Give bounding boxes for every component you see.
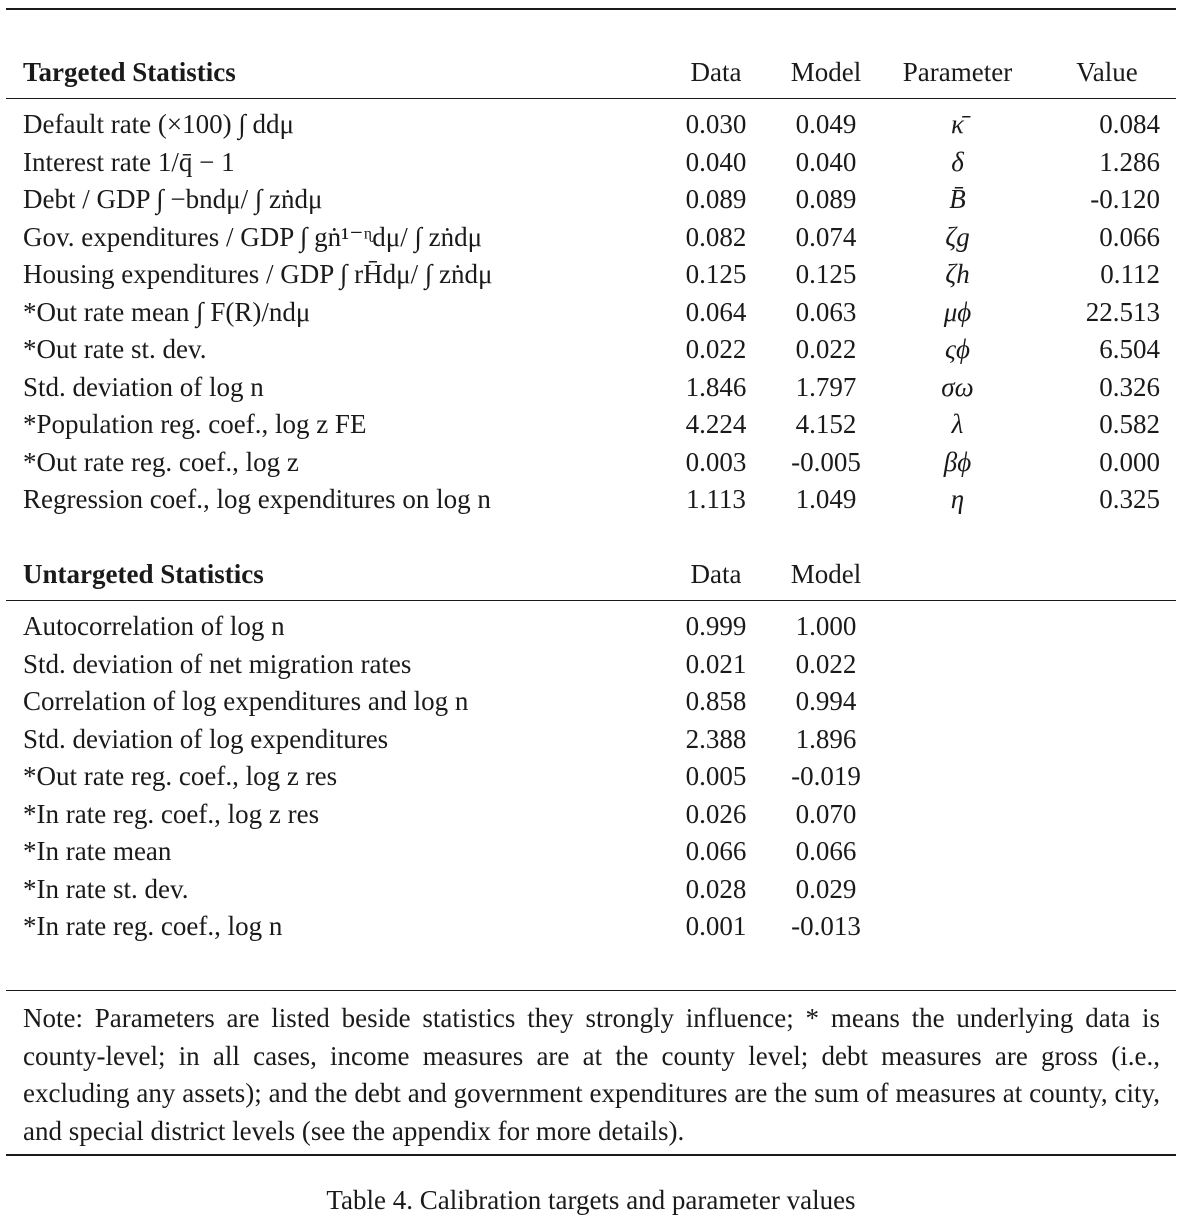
table-row (0, 721, 1200, 757)
data-value: 4.224 (685, 409, 747, 439)
model-value: 1.000 (795, 611, 857, 641)
untargeted-header-data: Data (690, 559, 742, 589)
stat-label: *Out rate reg. coef., log z res (23, 761, 338, 791)
data-value: 0.022 (685, 334, 747, 364)
parameter-symbol: ζg (945, 221, 970, 252)
model-value: -0.019 (791, 761, 861, 791)
data-value: 0.125 (685, 259, 747, 289)
table-row (0, 406, 1200, 442)
table-row (0, 833, 1200, 869)
model-value: 0.070 (795, 798, 857, 829)
table-row (0, 796, 1200, 832)
stat-label: *In rate reg. coef., log n (23, 911, 283, 941)
table-row (0, 444, 1200, 480)
model-value: 0.125 (795, 259, 857, 289)
stat-label: Correlation of log expenditures and log n (23, 686, 469, 716)
parameter-value: 0.084 (1099, 109, 1160, 139)
table-row (0, 758, 1200, 794)
model-value: 0.063 (795, 296, 857, 327)
bottom-rule (6, 1154, 1176, 1156)
data-value: 0.030 (685, 109, 747, 139)
data-value: 0.026 (685, 798, 747, 829)
model-value: 0.994 (795, 686, 857, 716)
model-value: 0.089 (795, 184, 857, 214)
parameter-value: 0.112 (1100, 259, 1160, 289)
table-row (0, 481, 1200, 517)
stat-label: Autocorrelation of log n (23, 611, 285, 641)
data-value: 1.846 (685, 371, 747, 402)
data-value: 0.028 (685, 873, 747, 904)
parameter-value: 0.325 (1099, 484, 1160, 514)
table-row (0, 106, 1200, 142)
stat-label: Debt / GDP ∫ −bndμ/ ∫ zṅdμ (23, 184, 323, 214)
note-top-rule (6, 990, 1176, 991)
data-value: 0.005 (685, 761, 747, 791)
data-value: 0.003 (685, 446, 747, 477)
targeted-header-model: Model (790, 57, 862, 87)
model-value: 0.074 (795, 221, 857, 252)
untargeted-header-row (0, 556, 1200, 592)
parameter-symbol: B̄ (949, 184, 966, 214)
table-row (0, 908, 1200, 944)
parameter-value: 0.066 (1099, 221, 1160, 252)
model-value: 0.022 (795, 648, 857, 679)
parameter-symbol: ςϕ (945, 334, 970, 364)
parameter-symbol: ζh (945, 259, 970, 289)
stat-label: Housing expenditures / GDP ∫ rH̄dμ/ ∫ zṅdμ (23, 259, 493, 289)
parameter-value: 22.513 (1085, 296, 1160, 327)
table-row (0, 871, 1200, 907)
targeted-header-rule (6, 98, 1176, 99)
model-value: 4.152 (795, 409, 857, 439)
data-value: 0.040 (685, 146, 747, 177)
targeted-header-row (0, 54, 1200, 90)
untargeted-header-rule (6, 600, 1176, 601)
table-row (0, 219, 1200, 255)
parameter-value: 1.286 (1099, 146, 1160, 177)
stat-label: Std. deviation of log n (23, 371, 264, 402)
data-value: 0.089 (685, 184, 747, 214)
data-value: 0.001 (685, 911, 747, 941)
model-value: 1.797 (795, 371, 857, 402)
model-value: 1.049 (795, 484, 857, 514)
stat-label: *Out rate st. dev. (23, 334, 207, 364)
untargeted-header-stat: Untargeted Statistics (23, 559, 264, 589)
top-rule (6, 8, 1176, 10)
table-row (0, 144, 1200, 180)
parameter-value: 0.326 (1099, 371, 1160, 402)
table-row (0, 683, 1200, 719)
stat-label: Regression coef., log expenditures on log n (23, 484, 491, 514)
parameter-value: 0.000 (1099, 446, 1160, 477)
targeted-header-parameter: Parameter (902, 57, 1013, 87)
stat-label: Std. deviation of log expenditures (23, 723, 389, 754)
data-value: 0.066 (685, 836, 747, 866)
parameter-symbol: σω (941, 371, 974, 402)
model-value: 0.066 (795, 836, 857, 866)
stat-label: *In rate st. dev. (23, 873, 189, 904)
table-row (0, 294, 1200, 330)
model-value: 0.040 (795, 146, 857, 177)
parameter-value: 6.504 (1099, 334, 1160, 364)
data-value: 0.021 (685, 648, 747, 679)
table-row (0, 608, 1200, 644)
stat-label: *Population reg. coef., log z FE (23, 409, 367, 439)
stat-label: *In rate reg. coef., log z res (23, 798, 320, 829)
data-value: 0.064 (685, 296, 747, 327)
data-value: 2.388 (685, 723, 747, 754)
parameter-value: -0.120 (1090, 184, 1160, 214)
stat-label: Default rate (×100) ∫ ddμ (23, 109, 295, 139)
data-value: 0.858 (685, 686, 747, 716)
data-value: 0.082 (685, 221, 747, 252)
stat-label: Interest rate 1/q̄ − 1 (23, 146, 235, 177)
parameter-symbol: κ̄ (951, 109, 964, 139)
targeted-header-stat: Targeted Statistics (23, 57, 236, 87)
parameter-symbol: βϕ (943, 446, 972, 477)
model-value: -0.005 (791, 446, 861, 477)
model-value: 0.022 (795, 334, 857, 364)
targeted-header-data: Data (690, 57, 742, 87)
model-value: -0.013 (791, 911, 861, 941)
stat-label: Gov. expenditures / GDP ∫ gṅ¹⁻ᶯdμ/ ∫ zṅdμ (23, 221, 483, 252)
parameter-symbol: η (950, 484, 965, 514)
model-value: 0.029 (795, 873, 857, 904)
stat-label: *In rate mean (23, 836, 172, 866)
model-value: 0.049 (795, 109, 857, 139)
table-row (0, 646, 1200, 682)
model-value: 1.896 (795, 723, 857, 754)
table-row (0, 369, 1200, 405)
stat-label: *Out rate reg. coef., log z (23, 446, 299, 477)
parameter-symbol: μϕ (943, 296, 972, 327)
targeted-header-value: Value (1076, 57, 1138, 87)
parameter-symbol: λ (951, 409, 964, 439)
table-row (0, 331, 1200, 367)
table-note: Note: Parameters are listed beside statistics they strongly influence; * means the underlying data is county-level; in all cases, income measures are at the county level; debt measures are gross (i.e., excluding any assets); and the debt and government expenditures are the sum of measures at county, city, and special district levels (see the appendix for more details). (23, 1003, 1160, 1146)
table-row (0, 256, 1200, 292)
stat-label: *Out rate mean ∫ F(R)/ndμ (23, 296, 311, 327)
parameter-value: 0.582 (1099, 409, 1160, 439)
table-row (0, 181, 1200, 217)
untargeted-header-model: Model (790, 559, 862, 589)
stat-label: Std. deviation of net migration rates (23, 648, 412, 679)
parameter-symbol: δ (951, 146, 964, 177)
data-value: 1.113 (686, 484, 746, 514)
data-value: 0.999 (685, 611, 747, 641)
table-caption: Table 4. Calibration targets and parameter values (326, 1185, 856, 1215)
